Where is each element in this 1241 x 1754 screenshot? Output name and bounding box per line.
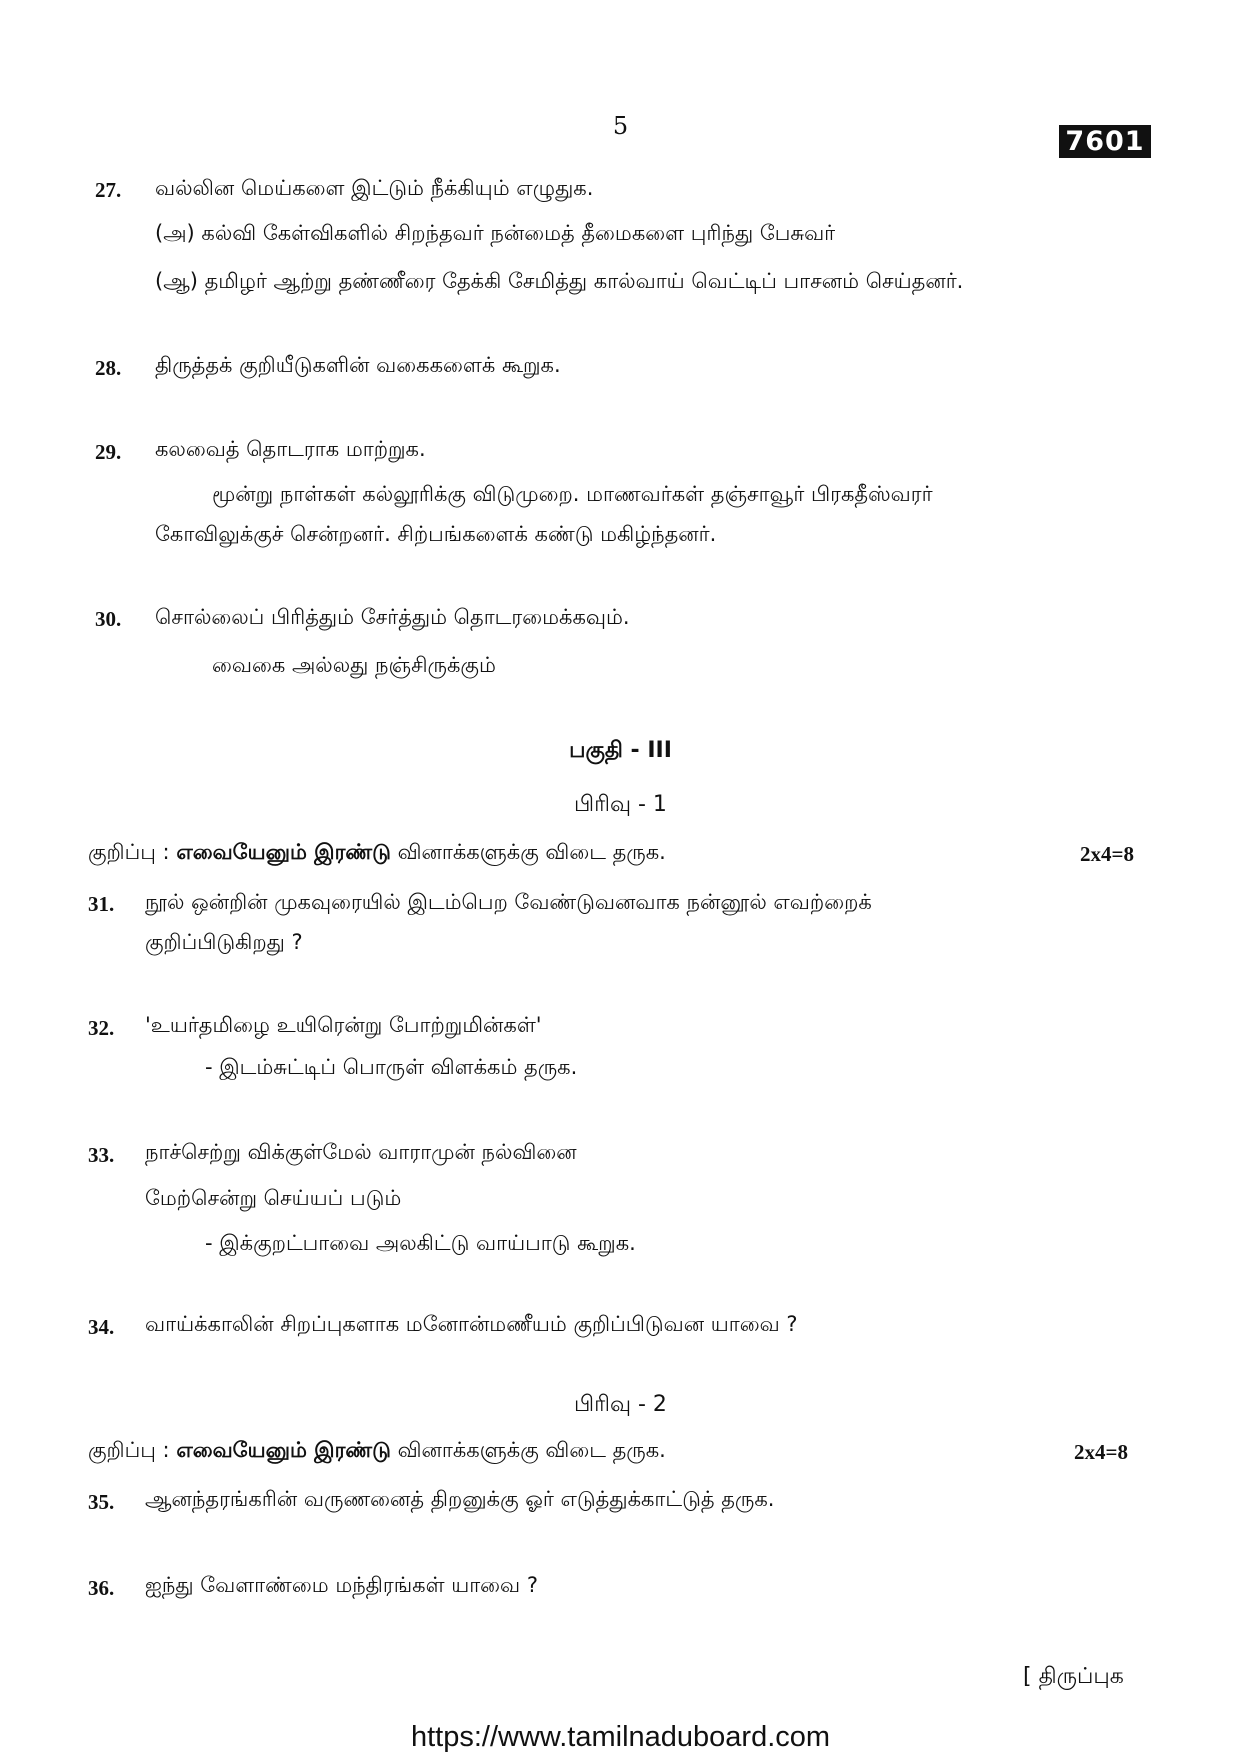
question-29-passage-line-2: கோவிலுக்குச் சென்றனர். சிற்பங்களைக் கண்டு மகிழ்ந்தனர். <box>155 522 717 546</box>
question-number-32: 32. <box>88 1016 115 1040</box>
question-34-text: வாய்க்காலின் சிறப்புகளாக மனோன்மணீயம் குறிப்பிடுவன யாவை ? <box>145 1312 798 1336</box>
section-1-heading: பிரிவு - 1 <box>574 792 667 817</box>
footer-website-url[interactable]: https://www.tamilnaduboard.com <box>410 1721 831 1753</box>
question-33-line-3: - இக்குறட்பாவை அலகிட்டு வாய்பாடு கூறுக. <box>205 1231 636 1255</box>
question-31-line-1: நூல் ஒன்றின் முகவுரையில் இடம்பெற வேண்டுவனவாக நன்னூல் எவற்றைக் <box>145 890 872 914</box>
note-label: குறிப்பு : <box>88 840 170 864</box>
question-35-text: ஆனந்தரங்கரின் வருணனைத் திறனுக்கு ஓர் எடுத்துக்காட்டுத் தருக. <box>145 1487 775 1511</box>
question-number-33: 33. <box>88 1143 115 1167</box>
question-27-option-a: (அ) கல்வி கேள்விகளில் சிறந்தவர் நன்மைத் தீமைகளை புரிந்து பேசுவர் <box>155 221 836 245</box>
question-number-27: 27. <box>95 178 122 202</box>
section-2-note <box>88 1438 666 1465</box>
question-31-line-2: குறிப்பிடுகிறது ? <box>145 930 303 954</box>
question-30-text: சொல்லைப் பிரித்தும் சேர்த்தும் தொடரமைக்கவும். <box>155 605 630 629</box>
section-2-marks: 2x4=8 <box>1074 1440 1128 1464</box>
note-instruction: வினாக்களுக்கு விடை தருக. <box>397 840 666 864</box>
question-number-29: 29. <box>95 440 122 464</box>
part-heading: பகுதி - III <box>569 738 672 763</box>
question-number-31: 31. <box>88 892 115 916</box>
question-32-line-1: 'உயர்தமிழை உயிரென்று போற்றுமின்கள்' <box>145 1013 542 1037</box>
section-1-marks: 2x4=8 <box>1080 842 1134 866</box>
note-emphasis: எவையேனும் இரண்டு <box>176 840 391 864</box>
question-27-option-b: (ஆ) தமிழர் ஆற்று தண்ணீரை தேக்கி சேமித்து கால்வாய் வெட்டிப் பாசனம் செய்தனர். <box>155 269 964 293</box>
question-30-phrase: வைகை அல்லது நஞ்சிருக்கும் <box>212 653 496 677</box>
page-number: 5 <box>612 112 629 140</box>
question-29-text: கலவைத் தொடராக மாற்றுக. <box>155 437 426 461</box>
section-1-note <box>88 840 666 867</box>
paper-code-badge: 7601 <box>1059 125 1151 158</box>
question-32-line-2: - இடம்சுட்டிப் பொருள் விளக்கம் தருக. <box>205 1055 578 1079</box>
turn-over-note: [ திருப்புக <box>1023 1664 1124 1689</box>
question-27-text: வல்லின மெய்களை இட்டும் நீக்கியும் எழுதுக. <box>155 176 594 200</box>
note-instruction: வினாக்களுக்கு விடை தருக. <box>397 1438 666 1462</box>
question-36-text: ஐந்து வேளாண்மை மந்திரங்கள் யாவை ? <box>145 1573 538 1597</box>
question-number-34: 34. <box>88 1315 115 1339</box>
question-number-35: 35. <box>88 1490 115 1514</box>
question-28-text: திருத்தக் குறியீடுகளின் வகைகளைக் கூறுக. <box>155 353 561 377</box>
question-33-line-1: நாச்செற்று விக்குள்மேல் வாராமுன் நல்வினை <box>145 1140 577 1164</box>
question-number-30: 30. <box>95 607 122 631</box>
question-number-28: 28. <box>95 356 122 380</box>
question-number-36: 36. <box>88 1576 115 1600</box>
note-emphasis: எவையேனும் இரண்டு <box>176 1438 391 1462</box>
question-33-line-2: மேற்சென்று செய்யப் படும் <box>145 1186 402 1210</box>
note-label: குறிப்பு : <box>88 1438 170 1462</box>
section-2-heading: பிரிவு - 2 <box>574 1392 667 1417</box>
question-29-passage-line-1: மூன்று நாள்கள் கல்லூரிக்கு விடுமுறை. மாணவர்கள் தஞ்சாவூர் பிரகதீஸ்வரர் <box>212 482 933 506</box>
